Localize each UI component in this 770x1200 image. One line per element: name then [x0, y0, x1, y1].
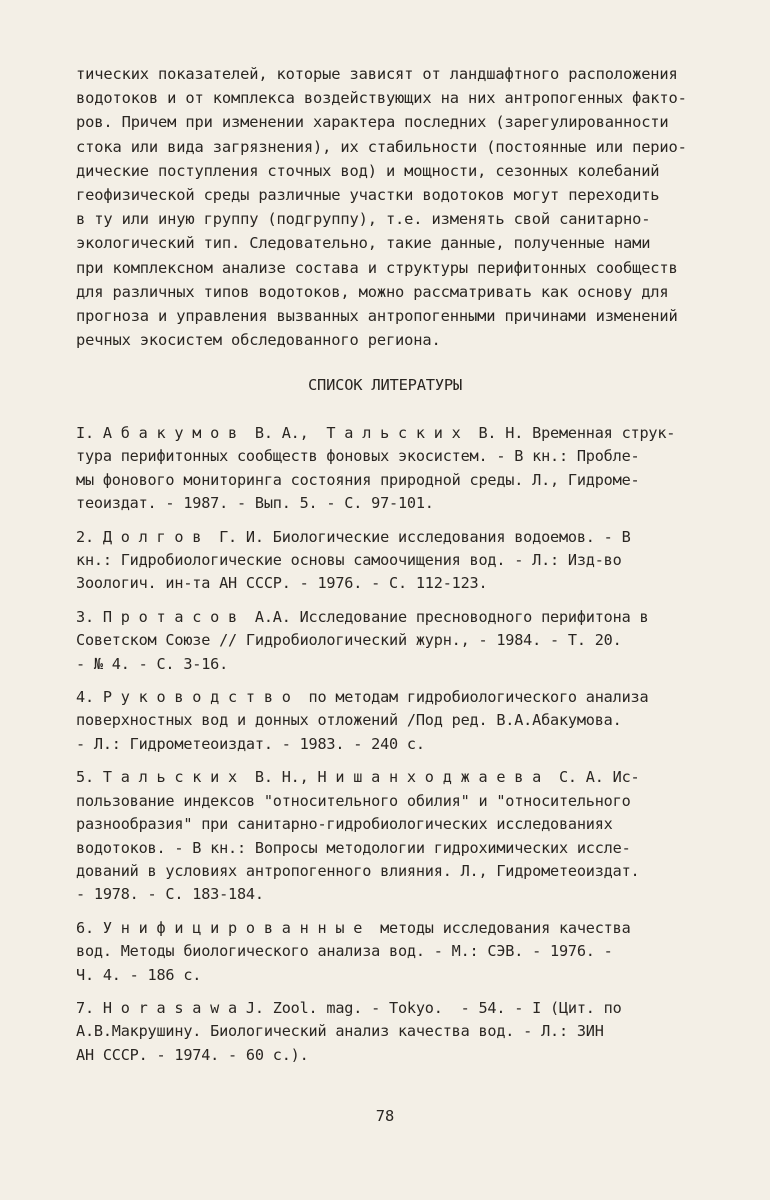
reference-line: поверхностных вод и донных отложений /Под ред. В.А.Абакумова.: [76, 711, 622, 730]
reference-line: кн.: Гидробиологические основы самоочищения вод. - Л.: Изд-во: [76, 551, 622, 570]
reference-line: дований в условиях антропогенного влияния. Л., Гидрометеоиздат.: [76, 861, 640, 880]
reference-line: разнообразия" при санитарно-гидробиологических исследованиях: [76, 815, 613, 834]
reference-item-1: [76, 422, 746, 516]
reference-line: 5. Т а л ь с к и х В. Н., Н и ш а н х о д ж а е в а С. А. Ис-: [76, 768, 640, 787]
reference-item-3: [76, 606, 746, 676]
body-line: ров. Причем при изменении характера последних (зарегулированности: [76, 113, 669, 132]
reference-line: теоиздат. - 1987. - Вып. 5. - С. 97-101.: [76, 494, 434, 513]
reference-item-7: [76, 997, 746, 1067]
reference-line: - № 4. - С. 3-16.: [76, 654, 229, 673]
body-line: для различных типов водотоков, можно рассматривать как основу для: [76, 282, 669, 301]
body-line: стока или вида загрязнения), их стабильности (постоянные или перио-: [76, 137, 687, 156]
body-line: речных экосистем обследованного региона.: [76, 331, 441, 350]
reference-line: вод. Методы биологического анализа вод. - М.: СЭВ. - 1976. -: [76, 942, 613, 961]
reference-line: мы фонового мониторинга состояния природной среды. Л., Гидроме-: [76, 470, 640, 489]
reference-line: пользование индексов "относительного обилия" и "относительного: [76, 791, 631, 810]
reference-line: 6. У н и ф и ц и р о в а н н ы е методы исследования качества: [76, 918, 631, 937]
reference-line: 4. Р у к о в о д с т в о по методам гидробиологического анализа: [76, 688, 649, 707]
reference-item-6: [76, 917, 746, 987]
reference-item-5: [76, 766, 746, 906]
body-line: в ту или иную группу (подгруппу), т.е. изменять свой санитарно-: [76, 210, 651, 229]
body-line: прогноза и управления вызванных антропогенными причинами изменений: [76, 307, 678, 326]
page-number: 78: [375, 1107, 395, 1125]
body-line: геофизической среды различные участки водотоков могут переходить: [76, 186, 660, 205]
reference-line: 2. Д о л г о в Г. И. Биологические исследования водоемов. - В: [76, 527, 631, 546]
reference-line: тура перифитонных сообществ фоновых экосистем. - В кн.: Пробле-: [76, 447, 640, 466]
reference-line: 7. H o r a s a w a J. Zool. mag. - Tokyo. - 54. - I (Цит. по: [76, 998, 622, 1017]
reference-line: - Л.: Гидрометеоиздат. - 1983. - 240 с.: [76, 734, 425, 753]
reference-line: АН СССР. - 1974. - 60 с.).: [76, 1045, 309, 1064]
reference-line: Зоологич. ин-та АН СССР. - 1976. - С. 112-123.: [76, 574, 488, 593]
body-line: тических показателей, которые зависят от ландшафтного расположения: [76, 65, 678, 83]
body-line: при комплексном анализе состава и структуры перифитонных сообществ: [76, 258, 678, 277]
reference-line: 3. П р о т а с о в А.А. Исследование пресноводного перифитона в: [76, 607, 649, 626]
body-paragraph: [76, 62, 736, 352]
reference-line: - 1978. - С. 183-184.: [76, 885, 264, 904]
reference-line: I. А б а к у м о в В. А., Т а л ь с к и х В. Н. Временная струк-: [76, 424, 676, 442]
reference-line: Ч. 4. - 186 с.: [76, 965, 202, 984]
reference-line: А.В.Макрушину. Биологический анализ качества вод. - Л.: ЗИН: [76, 1022, 604, 1041]
bibliography-title: СПИСОК ЛИТЕРАТУРЫ: [307, 376, 463, 394]
reference-item-4: [76, 686, 746, 756]
reference-line: водотоков. - В кн.: Вопросы методологии гидрохимических иссле-: [76, 838, 631, 857]
reference-line: Советском Союзе // Гидробиологический журн., - 1984. - Т. 20.: [76, 631, 622, 650]
reference-list: [76, 422, 746, 1077]
body-line: экологический тип. Следовательно, такие данные, полученные нами: [76, 234, 651, 253]
body-line: дические поступления сточных вод) и мощности, сезонных колебаний: [76, 161, 660, 180]
body-line: водотоков и от комплекса воздействующих на них антропогенных факто-: [76, 89, 687, 108]
reference-item-2: [76, 526, 746, 596]
